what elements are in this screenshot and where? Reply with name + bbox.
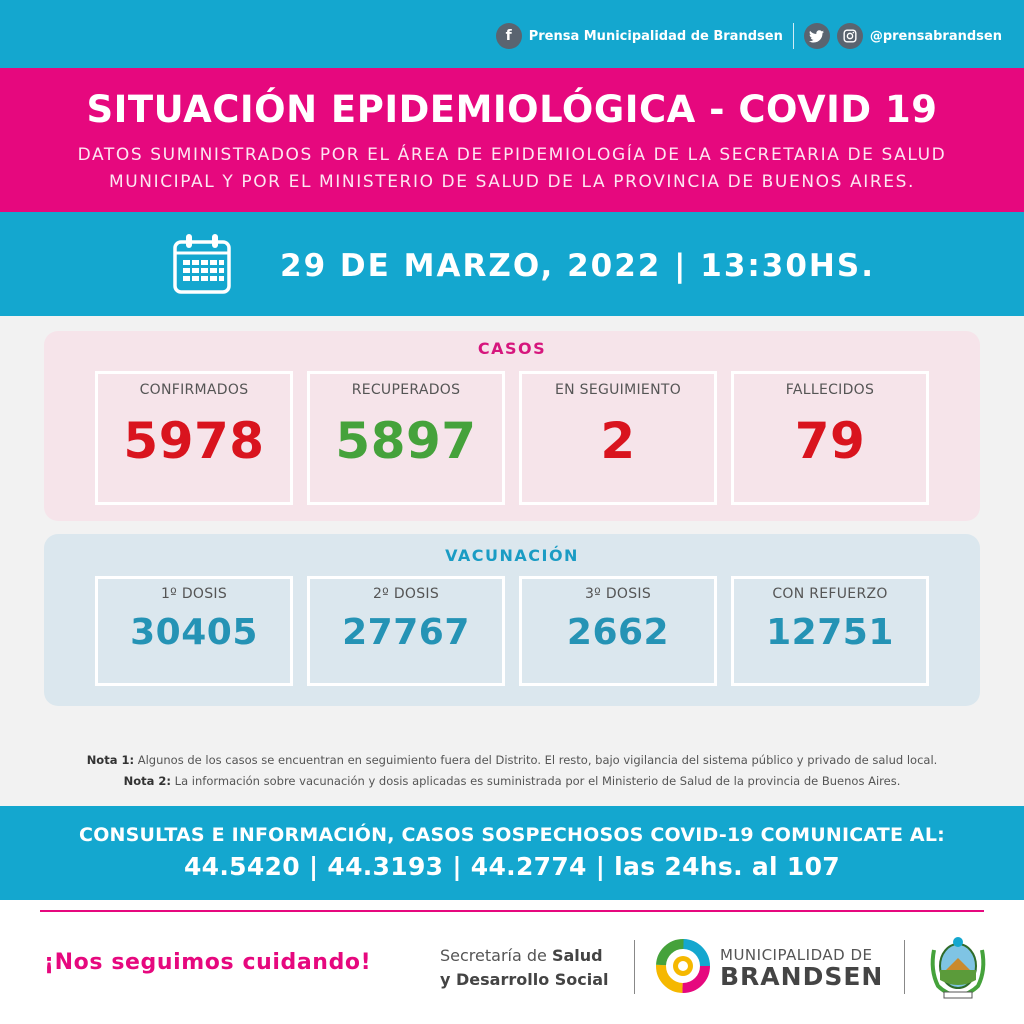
facebook-icon[interactable]: f [496, 23, 522, 49]
secretaria-prefix: Secretaría de [440, 946, 552, 965]
instagram-icon[interactable] [837, 23, 863, 49]
monitoring-card [519, 371, 717, 505]
note-1 [0, 750, 1024, 771]
booster-label: CON REFUERZO [772, 586, 888, 602]
note-2 [0, 771, 1024, 792]
header-subtitle-line1: DATOS SUMINISTRADOS POR EL ÁREA DE EPIDEMIOLOGÍA DE LA SECRETARIA DE SALUD [77, 145, 947, 165]
note-1-text: Algunos de los casos se encuentran en seguimiento fuera del Distrito. El resto, bajo vigilancia del sistema público y privado de salud local. [134, 753, 938, 767]
municipality-logo-icon [654, 937, 712, 995]
deceased-value: 79 [794, 412, 866, 470]
dose2-label: 2º DOSIS [372, 586, 440, 602]
header-subtitle-line2: MUNICIPAL Y POR EL MINISTERIO DE SALUD DE LA PROVINCIA DE BUENOS AIRES. [108, 172, 916, 192]
dose1-label: 1º DOSIS [160, 586, 228, 602]
report-date: 29 DE MARZO, 2022 | 13:30HS. [280, 248, 875, 284]
cases-title: CASOS [477, 339, 547, 358]
deceased-card [731, 371, 929, 505]
monitoring-label: EN SEGUIMIENTO [554, 382, 682, 398]
municipality-name [720, 944, 884, 991]
recovered-card [307, 371, 505, 505]
recovered-value: 5897 [335, 412, 477, 470]
confirmed-value: 5978 [123, 412, 265, 470]
page-title: SITUACIÓN EPIDEMIOLÓGICA - COVID 19 [86, 88, 938, 131]
note-2-text: La información sobre vacunación y dosis aplicadas es suministrada por el Ministerio de Salud de la provincia de Buenos Aires. [171, 774, 901, 788]
municipality-line1: MUNICIPALIDAD DE [720, 946, 873, 964]
footer-separator [634, 940, 635, 994]
social-links [496, 22, 1002, 50]
secretaria-salud: Salud [551, 946, 603, 965]
booster-value: 12751 [766, 612, 894, 653]
dose1-card [95, 576, 293, 686]
page-header [0, 68, 1024, 212]
social-divider [793, 23, 794, 49]
slogan: ¡Nos seguimos cuidando! [44, 950, 372, 975]
date-band [0, 212, 1024, 316]
dose1-value: 30405 [130, 612, 258, 653]
facebook-page-label[interactable]: Prensa Municipalidad de Brandsen [528, 28, 783, 44]
social-bar [0, 0, 1024, 68]
contact-band [0, 806, 1024, 900]
contact-phones: 44.5420 | 44.3193 | 44.2774 | las 24hs. al 107 [183, 852, 841, 881]
dose2-card [307, 576, 505, 686]
municipality-line2: BRANDSEN [720, 962, 884, 991]
twitter-icon[interactable] [804, 23, 830, 49]
contact-heading: CONSULTAS E INFORMACIÓN, CASOS SOSPECHOSOS COVID-19 COMUNICATE AL: [79, 824, 945, 846]
header-subtitle [0, 142, 1024, 196]
deceased-label: FALLECIDOS [785, 382, 875, 398]
confirmed-label: CONFIRMADOS [139, 382, 249, 398]
dose2-value: 27767 [342, 612, 470, 653]
cases-panel [44, 331, 980, 521]
dose3-value: 2662 [566, 612, 670, 653]
dose3-card [519, 576, 717, 686]
footer-divider [40, 910, 984, 912]
main-content [0, 316, 1024, 806]
confirmed-card [95, 371, 293, 505]
monitoring-value: 2 [600, 412, 636, 470]
note-1-label: Nota 1: [86, 753, 135, 767]
recovered-label: RECUPERADOS [351, 382, 461, 398]
calendar-icon [172, 232, 232, 296]
booster-card [731, 576, 929, 686]
vaccination-panel [44, 534, 980, 706]
secretaria-label [440, 944, 609, 992]
secretaria-line2: y Desarrollo Social [440, 970, 609, 989]
dose3-label: 3º DOSIS [584, 586, 652, 602]
notes [0, 750, 1024, 792]
coat-of-arms-icon [924, 930, 992, 1002]
vaccination-title: VACUNACIÓN [445, 546, 579, 565]
note-2-label: Nota 2: [123, 774, 172, 788]
footer-separator-2 [904, 940, 905, 994]
social-handle[interactable]: @prensabrandsen [869, 28, 1002, 44]
